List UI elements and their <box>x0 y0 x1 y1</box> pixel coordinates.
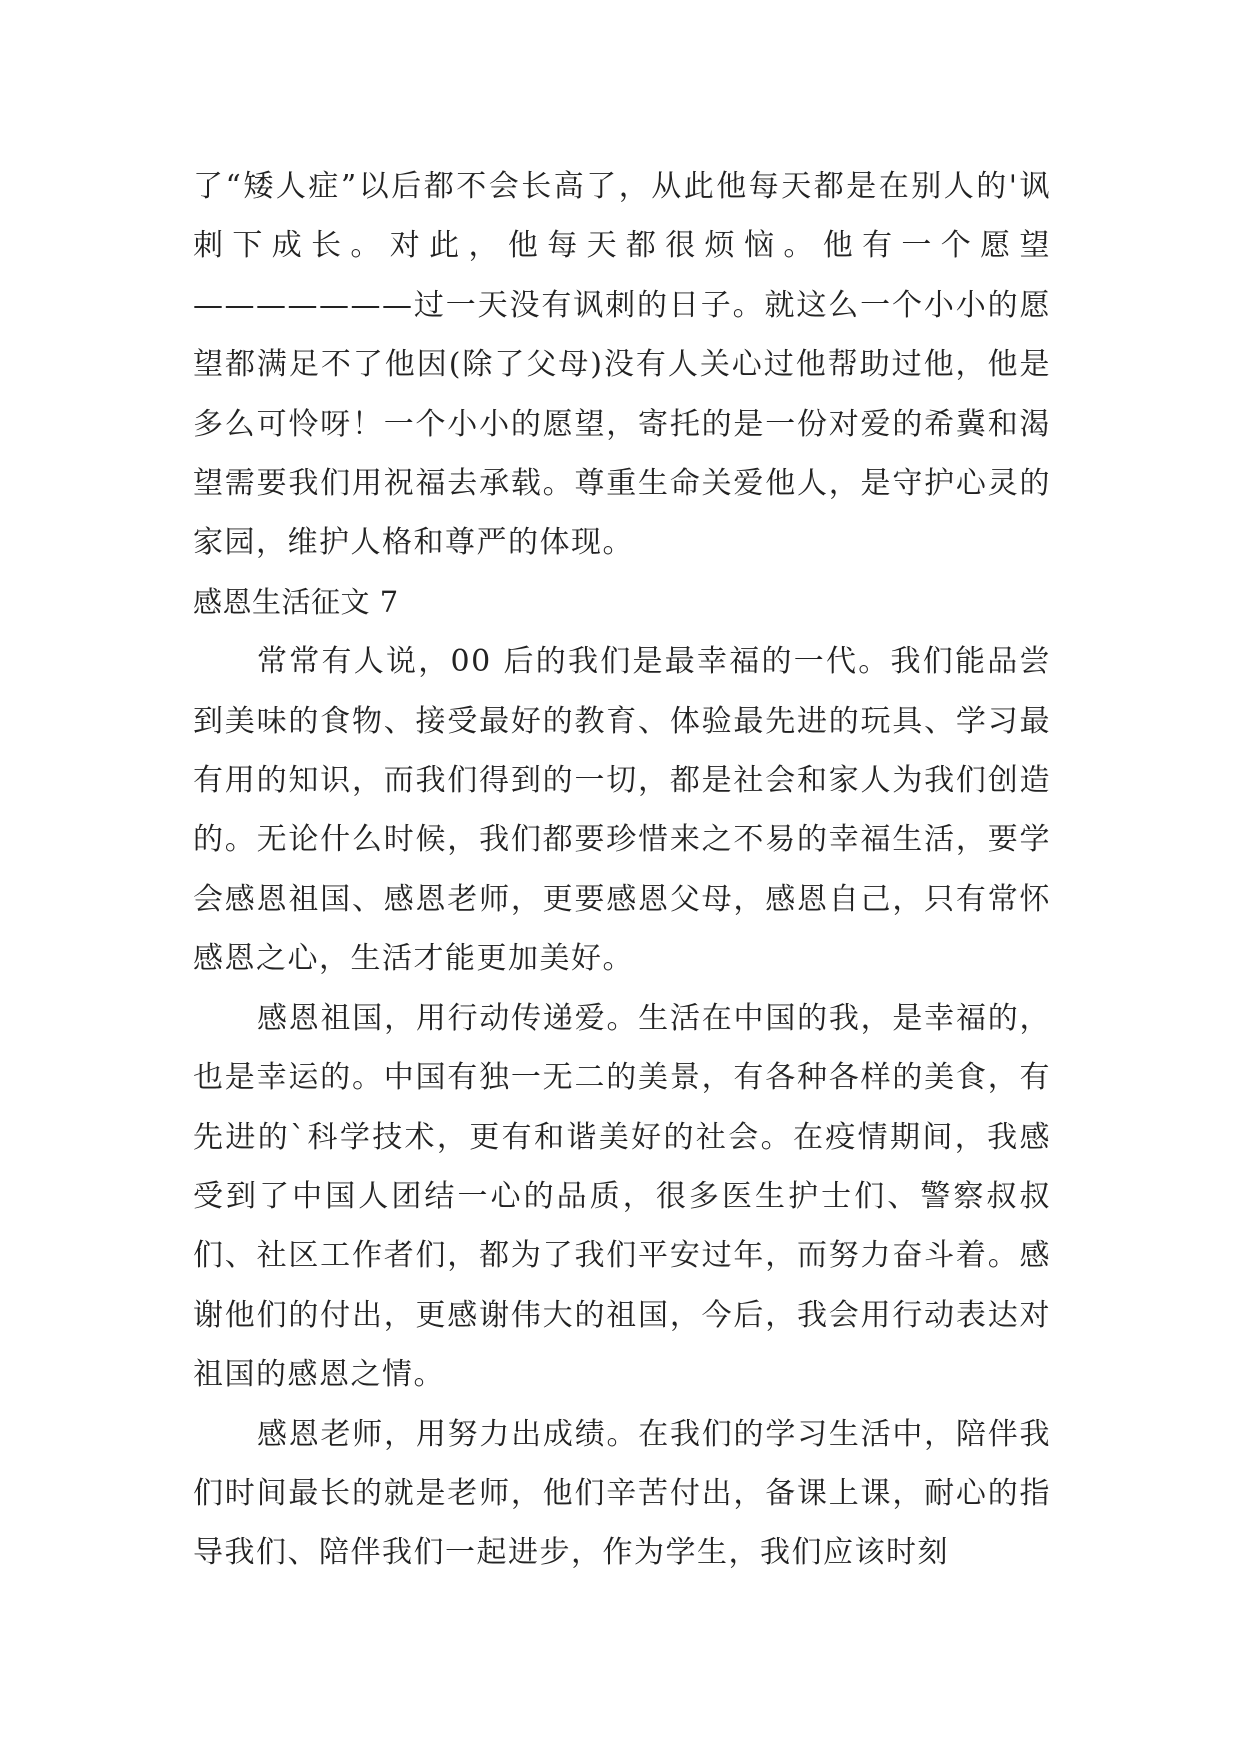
body-paragraph-intro: 常常有人说，00 后的我们是最幸福的一代。我们能品尝到美味的食物、接受最好的教育、体验最先进的玩具、学习最有用的知识，而我们得到的一切，都是社会和家人为我们创造的。无论什么时候，我们都要珍惜来之不易的幸福生活，要学会感恩祖国、感恩老师，更要感恩父母，感恩自己，只有常怀感恩之心，生活才能更加美好。 <box>193 644 1051 977</box>
continuation-paragraph: 了“矮人症”以后都不会长高了，从此他每天都是在别人的'讽刺下成长。对此，他每天都很烦恼。他有一个愿望———————过一天没有讽刺的日子。就这么一个小小的愿望都满足不了他因(除了父母)没有人关心过他帮助过他，他是多么可怜呀！一个小小的愿望，寄托的是一份对爱的希冀和渴望需要我们用祝福去承载。尊重生命关爱他人，是守护心灵的家园，维护人格和尊严的体现。 <box>193 169 1051 561</box>
section-heading: 感恩生活征文 7 <box>193 584 399 619</box>
body-paragraph-motherland: 感恩祖国，用行动传递爱。生活在中国的我，是幸福的，也是幸运的。中国有独一无二的美景，有各种各样的美食，有先进的`科学技术，更有和谐美好的社会。在疫情期间，我感受到了中国人团结一心的品质，很多医生护士们、警察叔叔们、社区工作者们，都为了我们平安过年，而努力奋斗着。感谢他们的付出，更感谢伟大的祖国，今后，我会用行动表达对祖国的感恩之情。 <box>193 1000 1051 1393</box>
body-paragraph-teacher: 感恩老师，用努力出成绩。在我们的学习生活中，陪伴我们时间最长的就是老师，他们辛苦付出，备课上课，耐心的指导我们、陪伴我们一起进步，作为学生，我们应该时刻 <box>193 1416 1051 1571</box>
document-body <box>193 157 1051 1583</box>
